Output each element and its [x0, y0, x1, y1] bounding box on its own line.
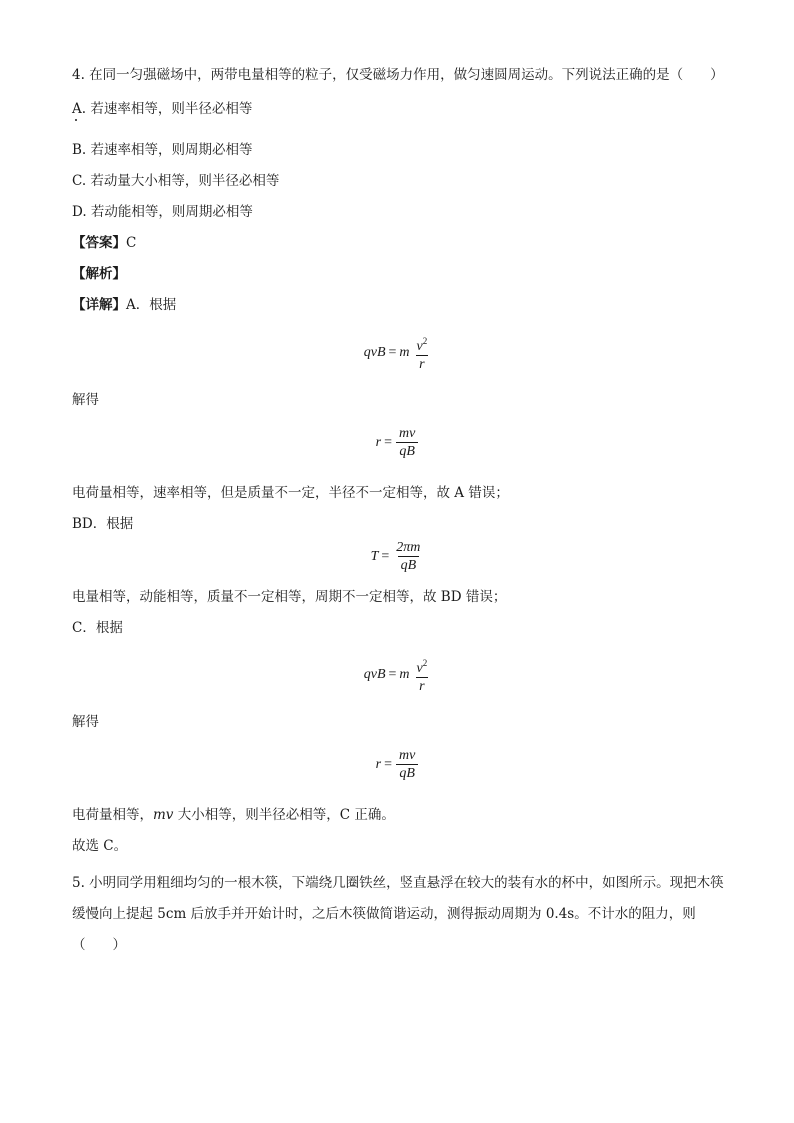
answer-line: [72, 234, 136, 252]
eq2-lhs: r: [375, 434, 382, 450]
eq1-fraction: [414, 334, 431, 372]
solve-label-1: 解得: [72, 392, 99, 408]
detail-line: [72, 296, 176, 314]
answer-tag: 【答案】: [72, 235, 126, 251]
choose-line: 故选 C。: [72, 838, 128, 854]
eq4-coef: m: [399, 667, 410, 682]
answer-value: C: [126, 235, 137, 251]
eq4-den: r: [416, 677, 427, 694]
conclusion-a: 电荷量相等，速率相等，但是质量不一定，半径不一定相等，故 A 错误；: [72, 485, 509, 501]
eq1-equals: =: [388, 345, 397, 360]
stray-mark: [75, 119, 77, 121]
eq4-num: v: [416, 661, 423, 676]
eq5-lhs: r: [375, 756, 382, 772]
eq4-lhs: qvB: [363, 667, 386, 682]
analysis-tag: 【解析】: [72, 266, 126, 282]
conclusion-c-mv: mv: [153, 807, 174, 823]
eq2-num: mv: [399, 426, 416, 441]
eq5-equals: =: [384, 756, 393, 772]
equation-force-balance-1: [0, 334, 794, 372]
equation-radius-2: [0, 748, 794, 781]
detail-intro: A．根据: [126, 297, 177, 313]
eq3-fraction: [393, 540, 423, 573]
eq3-den: qB: [398, 556, 420, 573]
eq2-den: qB: [396, 442, 418, 459]
eq5-den: qB: [396, 764, 418, 781]
question-4-stem: 4. 在同一匀强磁场中，两带电量相等的粒子，仅受磁场力作用，做匀速圆周运动。下列说法正确的是（ ）: [72, 67, 724, 83]
eq1-num: v: [416, 339, 423, 354]
eq4-fraction: [414, 656, 431, 694]
conclusion-bd: 电量相等，动能相等，质量不一定相等，周期不一定相等，故 BD 错误；: [72, 589, 507, 605]
eq3-lhs: T: [370, 548, 379, 564]
eq1-lhs: qvB: [363, 345, 386, 360]
conclusion-c-post: 大小相等，则半径必相等，C 正确。: [173, 807, 395, 823]
question-5-stem: 5. 小明同学用粗细均匀的一根木筷，下端绕几圈铁丝，竖直悬浮在较大的装有水的杯中，如图所示。现把木筷缓慢向上提起 5cm 后放手并开始计时，之后木筷做简谐运动，测得振动周期为 0.4s。不计水的阻力，则（ ）: [72, 875, 724, 953]
detail-tag: 【详解】: [72, 297, 126, 313]
eq2-equals: =: [384, 434, 393, 450]
analysis-line: [72, 265, 126, 283]
eq4-sup: 2: [422, 658, 428, 668]
solve-label-2: 解得: [72, 714, 99, 730]
option-d: D. 若动能相等，则周期必相等: [72, 204, 253, 220]
eq3-num: 2πm: [396, 540, 421, 555]
eq1-den: r: [416, 355, 427, 372]
eq3-equals: =: [381, 548, 390, 564]
eq1-coef: m: [399, 345, 410, 360]
eq4-equals: =: [388, 667, 397, 682]
option-b: B. 若速率相等，则周期必相等: [72, 142, 253, 158]
bd-intro: BD．根据: [72, 516, 134, 532]
eq5-fraction: [396, 748, 418, 781]
option-a: A. 若速率相等，则半径必相等: [72, 101, 253, 117]
eq1-sup: 2: [422, 336, 428, 346]
c-intro: C．根据: [72, 620, 123, 636]
conclusion-c: [72, 806, 395, 824]
equation-period: [0, 540, 794, 573]
conclusion-c-pre: 电荷量相等，: [72, 807, 153, 823]
eq2-fraction: [396, 426, 418, 459]
equation-radius-1: [0, 426, 794, 459]
option-c: C. 若动量大小相等，则半径必相等: [72, 173, 280, 189]
eq5-num: mv: [399, 748, 416, 763]
equation-force-balance-2: [0, 656, 794, 694]
